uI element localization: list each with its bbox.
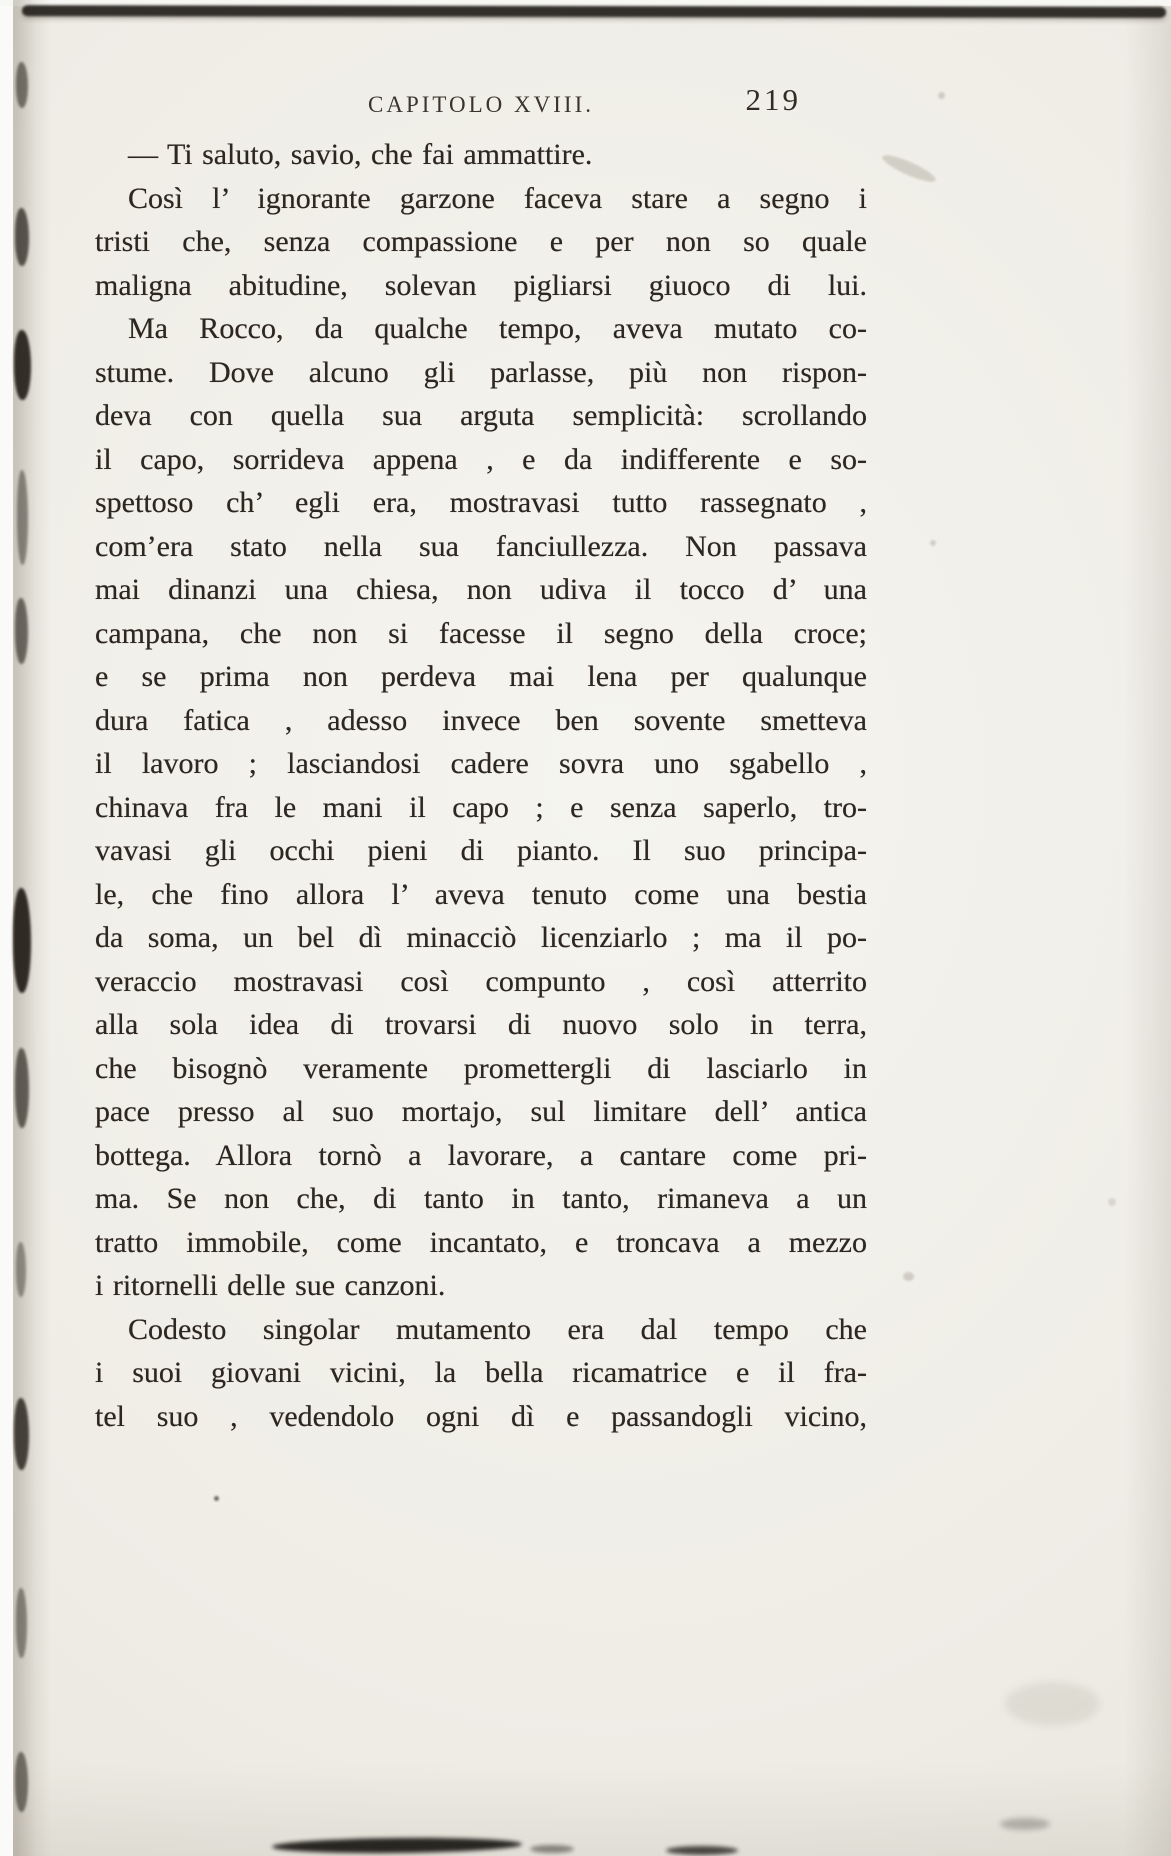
page-content [95,82,867,1438]
chapter-heading: CAPITOLO XVIII. [367,92,595,117]
text-line: maligna abitudine, solevan pigliarsi giuoco di lui. [95,268,867,302]
text-line: Così l’ ignorante garzone faceva stare a segno i [128,181,867,215]
text-line: veraccio mostravasi così compunto , così atterrito [95,964,867,998]
page-header [95,82,867,120]
scan-artifact-speck [1005,1682,1100,1726]
scan-artifact-speck [214,1496,219,1501]
text-line: i suoi giovani vicini, la bella ricamatrice e il fra- [95,1356,867,1389]
scan-artifact-speck [930,540,936,546]
text-line: ma. Se non che, di tanto in tanto, rimaneva a un [95,1182,867,1215]
text-line: com’era stato nella sua fanciullezza. Non passava [95,529,867,563]
text-line: tratto immobile, come incantato, e troncava a mezzo [95,1225,867,1259]
text-line: Ma Rocco, da qualche tempo, aveva mutato co- [128,312,867,345]
text-line: pace presso al suo mortajo, sul limitare dell’ antica [95,1095,867,1128]
scan-artifact-bottom-smudge [272,1837,522,1855]
scan-artifact-ink-mark [15,208,29,266]
text-line: bottega. Allora tornò a lavorare, a cantare come pri- [95,1138,867,1172]
scan-artifact-ink-mark [16,1588,27,1658]
scan-artifact-ink-mark [14,1398,29,1470]
scan-artifact-ink-mark [16,1242,26,1297]
scan-artifact-top-edge [22,5,1166,18]
scan-artifact-bottom-smudge [530,1845,574,1853]
text-line: vavasi gli occhi pieni di pianto. Il suo principa- [95,834,867,867]
page-body [95,133,867,1438]
text-line: i ritornelli delle sue canzoni. [95,1269,446,1302]
scan-artifact-speck [1108,1198,1116,1206]
text-line: spettoso ch’ egli era, mostravasi tutto rassegnato , [95,486,867,519]
scan-artifact-ink-mark [15,1752,28,1812]
text-line: che bisognò veramente promettergli di lasciarlo in [95,1051,867,1085]
text-line: chinava fra le mani il capo ; e senza saperlo, tro- [95,790,867,824]
text-line: Codesto singolar mutamento era dal tempo che [128,1312,867,1346]
text-line: alla sola idea di trovarsi di nuovo solo in terra, [95,1008,867,1041]
scan-artifact-bottom-smudge [1000,1818,1050,1830]
text-line: tristi che, senza compassione e per non so quale [95,225,867,258]
text-line: da soma, un bel dì minacciò licenziarlo ; ma il po- [95,921,867,954]
scan-artifact-ink-mark [14,330,31,400]
text-line: mai dinanzi una chiesa, non udiva il tocco d’ una [95,573,867,606]
text-line: e se prima non perdeva mai lena per qualunque [95,660,867,693]
text-line: tel suo , vedendolo ogni dì e passandogli vicino, [95,1399,867,1433]
scan-artifact-bottom-smudge [666,1846,738,1855]
text-line: il lavoro ; lasciandosi cadere sovra uno sgabello , [95,747,867,780]
scan-artifact-speck [903,1272,914,1281]
scan-artifact-speck [880,151,938,186]
text-line: il capo, sorrideva appena , e da indifferente e so- [95,442,867,476]
text-line: campana, che non si facesse il segno della croce; [95,616,867,650]
page-number: 219 [745,82,801,117]
text-line: — Ti saluto, savio, che fai ammattire. [128,138,593,171]
scan-artifact-ink-mark [17,470,28,565]
scan-artifact-ink-mark [13,888,31,993]
scan-artifact-ink-mark [15,1048,29,1128]
text-line: deva con quella sua arguta semplicità: scrollando [95,399,867,432]
scan-edge-left [0,0,13,1856]
scan-artifact-ink-mark [15,598,28,664]
text-line: le, che fino allora l’ aveva tenuto come una bestia [95,877,867,911]
text-line: stume. Dove alcuno gli parlasse, più non rispon- [95,355,867,389]
scan-artifact-speck [938,92,945,99]
scan-artifact-ink-mark [16,62,28,108]
text-line: dura fatica , adesso invece ben sovente smetteva [95,703,867,737]
